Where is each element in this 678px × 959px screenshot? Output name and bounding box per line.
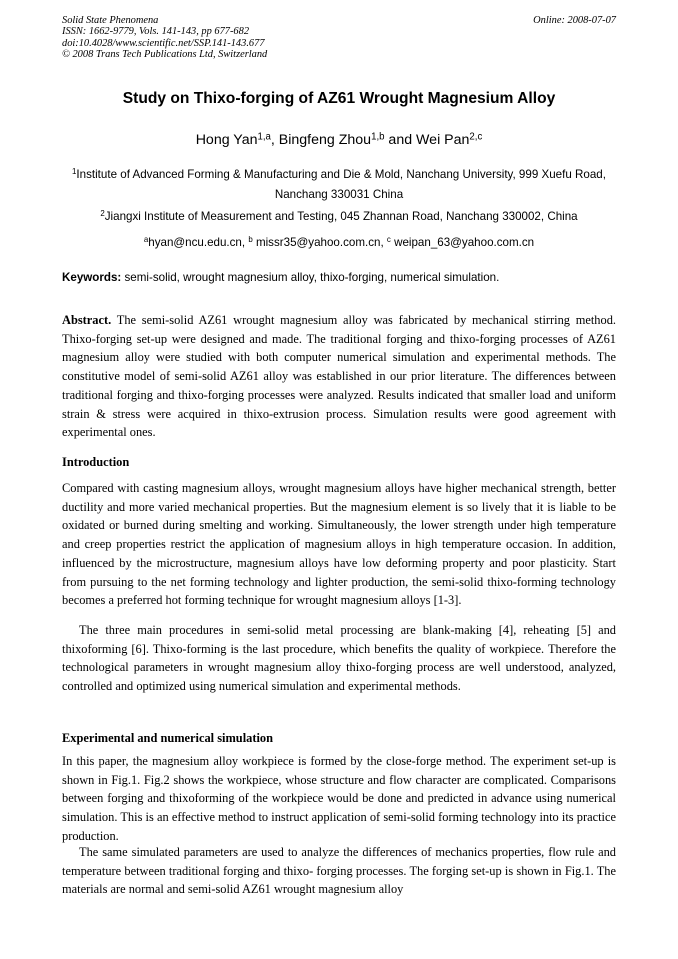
author-affiliation-marker: 1,b — [371, 131, 385, 143]
experimental-paragraph-1: In this paper, the magnesium alloy workpiece is formed by the close-forge method. The experiment set-up is shown in Fig.1. Fig.2 shows the workpiece, whose structure and flow character are complicated. Comparisons between forging and thixoforming of the workpiece would be done and predicted in advance using numerical simulation. This is an effective method to instruct application of semi-solid forming technology into its practice production. — [62, 754, 616, 843]
issn-line: ISSN: 1662-9779, Vols. 141-143, pp 677-682 — [62, 26, 250, 38]
affiliation-marker: 2 — [100, 209, 105, 219]
keywords-label: Keywords: — [62, 271, 122, 284]
journal-header — [62, 15, 616, 60]
affiliation-text: Jiangxi Institute of Measurement and Testing, 045 Zhannan Road, Nanchang 330002, China — [104, 210, 578, 223]
copyright-line: © 2008 Trans Tech Publications Ltd, Switzerland — [62, 48, 268, 60]
paper-title: Study on Thixo-forging of AZ61 Wrought Magnesium Alloy — [122, 90, 556, 107]
section-heading-introduction: Introduction — [62, 455, 130, 469]
email-marker: b — [248, 235, 253, 245]
online-date: Online: 2008-07-07 — [533, 15, 616, 26]
keywords-line — [62, 271, 616, 284]
email-address[interactable]: weipan_63@yahoo.com.cn — [390, 236, 535, 249]
doi-line: doi:10.4028/www.scientific.net/SSP.141-143.677 — [62, 37, 265, 49]
journal-name: Solid State Phenomena — [62, 15, 159, 26]
abstract-label: Abstract. — [62, 313, 112, 327]
author-name: Hong Yan — [195, 132, 258, 148]
author-affiliation-marker: 1,a — [257, 131, 271, 143]
section-heading-experimental: Experimental and numerical simulation — [62, 731, 273, 745]
author-separator: and — [384, 132, 417, 148]
email-line — [66, 233, 612, 253]
abstract-paragraph — [62, 311, 616, 442]
email-marker: a — [143, 235, 149, 245]
experimental-paragraph-2: The same simulated parameters are used to analyze the differences of mechanics properties, flow rule and temperature between traditional forging and thixo- forging processes. The forging set-up is shown in Fig.1. The materials are normal and semi-solid AZ61 wrought magnesium alloy — [62, 845, 616, 897]
affiliation-marker: 1 — [72, 167, 77, 177]
affiliation-2 — [66, 207, 612, 227]
author-name: Wei Pan — [416, 132, 470, 148]
author-separator: , — [270, 132, 279, 148]
author-name: Bingfeng Zhou — [278, 132, 372, 148]
email-address[interactable]: missr35@yahoo.com.cn, — [252, 236, 387, 249]
introduction-paragraph-1: Compared with casting magnesium alloys, wrought magnesium alloys have higher mechanical strength, better ductility and more varied mechanical properties. But the magnesium element is so lively that it is liable to be oxidated or burned during smelting and working. Simultaneously, the lower strength under high temperature and creep properties restrict the application of magnesium alloys in high temperature occasion. In addition, influenced by the microstructure, magnesium alloys have low deforming property and poor plasticity. Start from pursuing to the net forming technology and lighter production, the semi-solid thixo-forming technology becomes a preferred hot forming technique for wrought magnesium alloys [1-3]. — [62, 481, 616, 608]
abstract-text: The semi-solid AZ61 wrought magnesium alloy was fabricated by mechanical stirring method. Thixo-forging set-up were designed and made. The traditional forging and thixo-forging processes of AZ61 magnesium alloy were studied with both computer numerical simulation and experimental methods. The constitutive model of semi-solid AZ61 alloy was established in our prior literature. The differences between traditional forging and thixo-forging processes were analyzed. Results indicated that smaller load and uniform strain & stress were acquired in thixo-extrusion process. Simulation results were good agreement with experimental ones. — [62, 313, 616, 440]
email-address[interactable]: hyan@ncu.edu.cn, — [148, 236, 249, 249]
author-affiliation-marker: 2,c — [469, 131, 483, 143]
introduction-paragraph-2: The three main procedures in semi-solid metal processing are blank-making [4], reheating [5] and thixoforming [6]. Thixo-forming is the last procedure, which benefits the quality of workpiece. Therefore the technological parameters in wrought magnesium alloy thixo-forging process are well understood, analyzed, controlled and optimized using numerical simulation and experimental methods. — [62, 623, 616, 694]
author-line — [0, 132, 678, 148]
email-marker: c — [386, 235, 391, 245]
affiliation-1 — [66, 165, 612, 205]
keywords-text: semi-solid, wrought magnesium alloy, thixo-forging, numerical simulation. — [121, 271, 500, 284]
affiliation-text: Institute of Advanced Forming & Manufacturing and Die & Mold, Nanchang University, 999 Xuefu Road, Nanchang 330031 China — [76, 168, 606, 201]
